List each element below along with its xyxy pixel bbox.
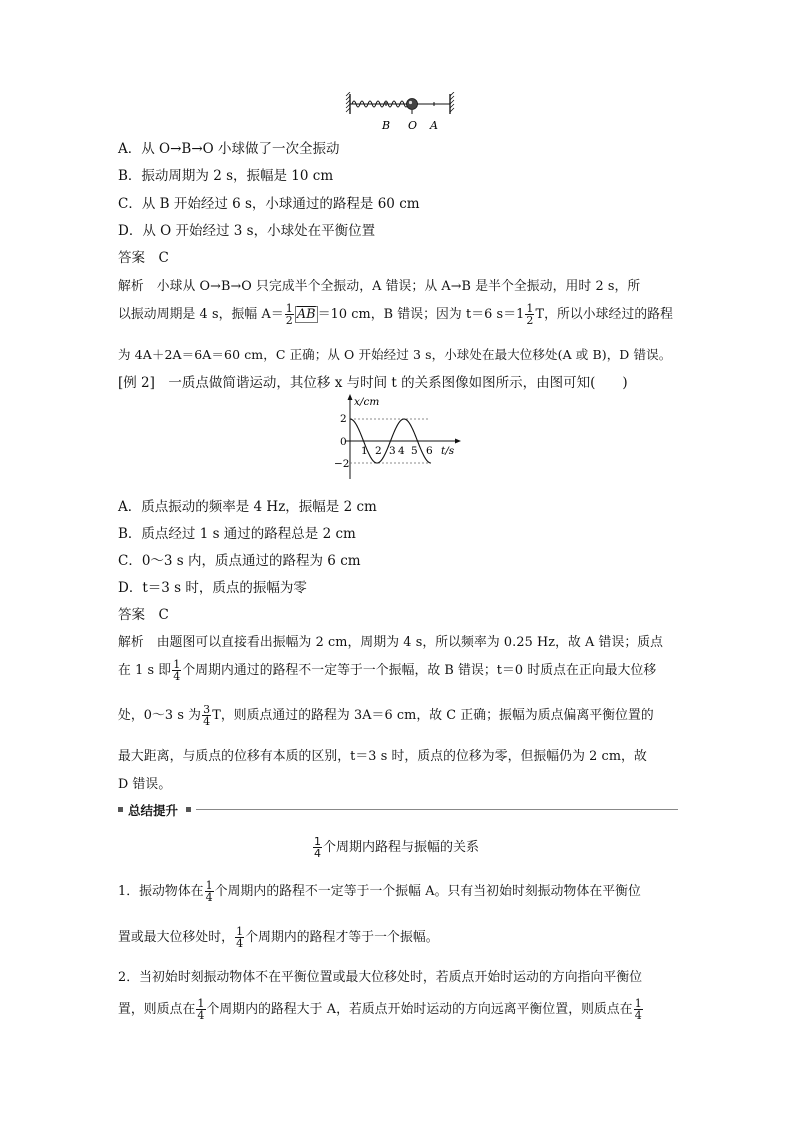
summary-section-bar <box>118 801 678 819</box>
example2-solution-line5: D 错误。 <box>118 777 172 792</box>
figure-label-b: B <box>382 119 391 132</box>
sol2-text-b: 个周期内通过的路程不一定等于一个振幅，故 B 错误；t＝0 时质点在正向最大位移 <box>182 663 657 678</box>
figure-label-a: A <box>430 119 438 132</box>
frac-num: 1 <box>314 835 321 848</box>
square-bullet-icon <box>118 807 123 812</box>
q1-solution-line1: 解析 小球从 O→B→O 只完成半个全振动，A 错误；从 A→B 是半个全振动，用时 2 s，所 <box>118 279 641 294</box>
text: 个周期内的路程不一定等于一个振幅 A。只有当初始时刻振动物体在平衡位 <box>214 884 641 899</box>
graph-xtick-4: 4 <box>398 445 405 457</box>
text: 个周期内的路程大于 A，若质点开始时运动的方向远离平衡位置，则质点在 <box>206 1002 633 1017</box>
text: 个周期内的路程才等于一个振幅。 <box>245 930 439 945</box>
example2-option-d: D．t＝3 s 时，质点的振幅为零 <box>118 580 307 596</box>
text: 置，则质点在 <box>118 1002 196 1017</box>
fraction-quarter <box>313 836 322 859</box>
frac-num: 1 <box>197 997 205 1010</box>
sol2-text-a: 在 1 s 即 <box>118 663 172 678</box>
example2-option-c: C．0～3 s 内，质点通过的路程为 6 cm <box>118 553 361 569</box>
example2-stem: [例 2] 一质点做简谐运动，其位移 x 与时间 t 的关系图像如图所示，由图可知( ) <box>118 375 628 391</box>
example2-solution-line3 <box>118 704 654 727</box>
fraction-quarter <box>172 659 181 682</box>
graph-xlabel: t/s <box>441 445 455 457</box>
text: 1．振动物体在 <box>118 884 204 899</box>
square-bullet-icon <box>186 807 191 812</box>
q1-answer: 答案 C <box>118 250 169 266</box>
q1-option-c: C．从 B 开始经过 6 s，小球通过的路程是 60 cm <box>118 196 420 212</box>
frac-den: 2 <box>526 314 534 327</box>
frac-den: 4 <box>236 937 244 950</box>
section-divider <box>196 809 678 810</box>
segment-ab: $\overline{AB}$ <box>296 307 316 322</box>
fraction-quarter <box>235 926 244 949</box>
example2-solution-line4: 最大距离，与质点的位移有本质的区别，t＝3 s 时，质点的位移为零，但振幅仍为 2 cm，故 <box>118 749 647 764</box>
graph-xtick-3: 3 <box>389 445 396 457</box>
q1-sol2-text-c: T，所以小球经过的路程 <box>535 307 674 322</box>
q1-sol2-text-b: ＝10 cm，B 错误；因为 t＝6 s＝1 <box>317 307 525 322</box>
q1-option-b: B．振动周期为 2 s，振幅是 10 cm <box>118 168 334 184</box>
sol3-text-a: 处，0～3 s 为 <box>118 708 202 723</box>
frac-den: 4 <box>197 1009 205 1022</box>
fraction-half-2 <box>525 303 534 326</box>
summary-p2-line2 <box>118 998 644 1021</box>
example2-solution-line1: 解析 由题图可以直接看出振幅为 2 cm，周期为 4 s，所以频率为 0.25 Hz，故 A 错误；质点 <box>118 635 664 650</box>
example2-answer: 答案 C <box>118 607 169 623</box>
graph-xtick-1: 1 <box>361 445 368 457</box>
example2-option-b: B．质点经过 1 s 通过的路程总是 2 cm <box>118 526 356 542</box>
frac-num: 1 <box>236 925 244 938</box>
graph-xtick-6: 6 <box>426 445 433 457</box>
frac-num: 3 <box>203 703 211 716</box>
summary-p1-line1 <box>118 880 641 903</box>
text: 置或最大位移处时， <box>118 930 235 945</box>
fraction-quarter <box>205 880 214 903</box>
graph-ytick-2: 2 <box>340 413 347 425</box>
q1-solution-line3: 为 4A＋2A＝6A＝60 cm，C 正确；从 O 开始经过 3 s，小球处在最大位移处(A 或 B)，D 错误。 <box>118 347 672 362</box>
figure-label-o: O <box>408 119 418 132</box>
example2-option-a: A．质点振动的频率是 4 Hz，振幅是 2 cm <box>118 499 377 515</box>
q1-option-d: D．从 O 开始经过 3 s，小球处在平衡位置 <box>118 223 376 239</box>
graph-ylabel: x/cm <box>354 396 380 408</box>
example2-solution-line2 <box>118 659 656 682</box>
q1-sol2-text-a: 以振动周期是 4 s，振幅 A＝ <box>118 307 284 322</box>
q1-solution-line2 <box>118 303 673 326</box>
graph-ytick-neg2: −2 <box>334 458 350 470</box>
frac-num: 1 <box>634 997 642 1010</box>
fraction-quarter <box>634 998 643 1021</box>
frac-num: 1 <box>285 302 293 315</box>
frac-den: 4 <box>173 670 181 683</box>
graph-xtick-2: 2 <box>375 445 382 457</box>
sol3-text-b: T，则质点通过的路程为 3A＝6 cm，故 C 正确；振幅为质点偏离平衡位置的 <box>212 708 654 723</box>
spring-oscillator-figure <box>344 92 460 134</box>
summary-heading <box>312 836 479 859</box>
heading-text: 个周期内路程与振幅的关系 <box>323 840 480 855</box>
frac-num: 1 <box>526 302 534 315</box>
q1-option-a: A．从 O→B→O 小球做了一次全振动 <box>118 141 340 157</box>
fraction-three-quarters <box>202 704 211 727</box>
summary-section-title: 总结提升 <box>128 803 179 818</box>
summary-p1-line2 <box>118 926 439 949</box>
frac-den: 4 <box>634 1009 642 1022</box>
frac-den: 4 <box>203 715 211 728</box>
summary-p2-line1: 2．当初始时刻振动物体不在平衡位置或最大位移处时，若质点开始时运动的方向指向平衡位 <box>118 970 643 985</box>
frac-den: 2 <box>285 314 293 327</box>
frac-den: 4 <box>314 847 321 860</box>
frac-num: 1 <box>173 658 181 671</box>
fraction-quarter <box>196 998 205 1021</box>
fraction-half <box>285 303 294 326</box>
graph-xtick-5: 5 <box>411 445 418 457</box>
displacement-time-graph <box>330 393 470 483</box>
frac-num: 1 <box>205 879 213 892</box>
frac-den: 4 <box>205 891 213 904</box>
graph-ytick-0: 0 <box>340 436 347 448</box>
